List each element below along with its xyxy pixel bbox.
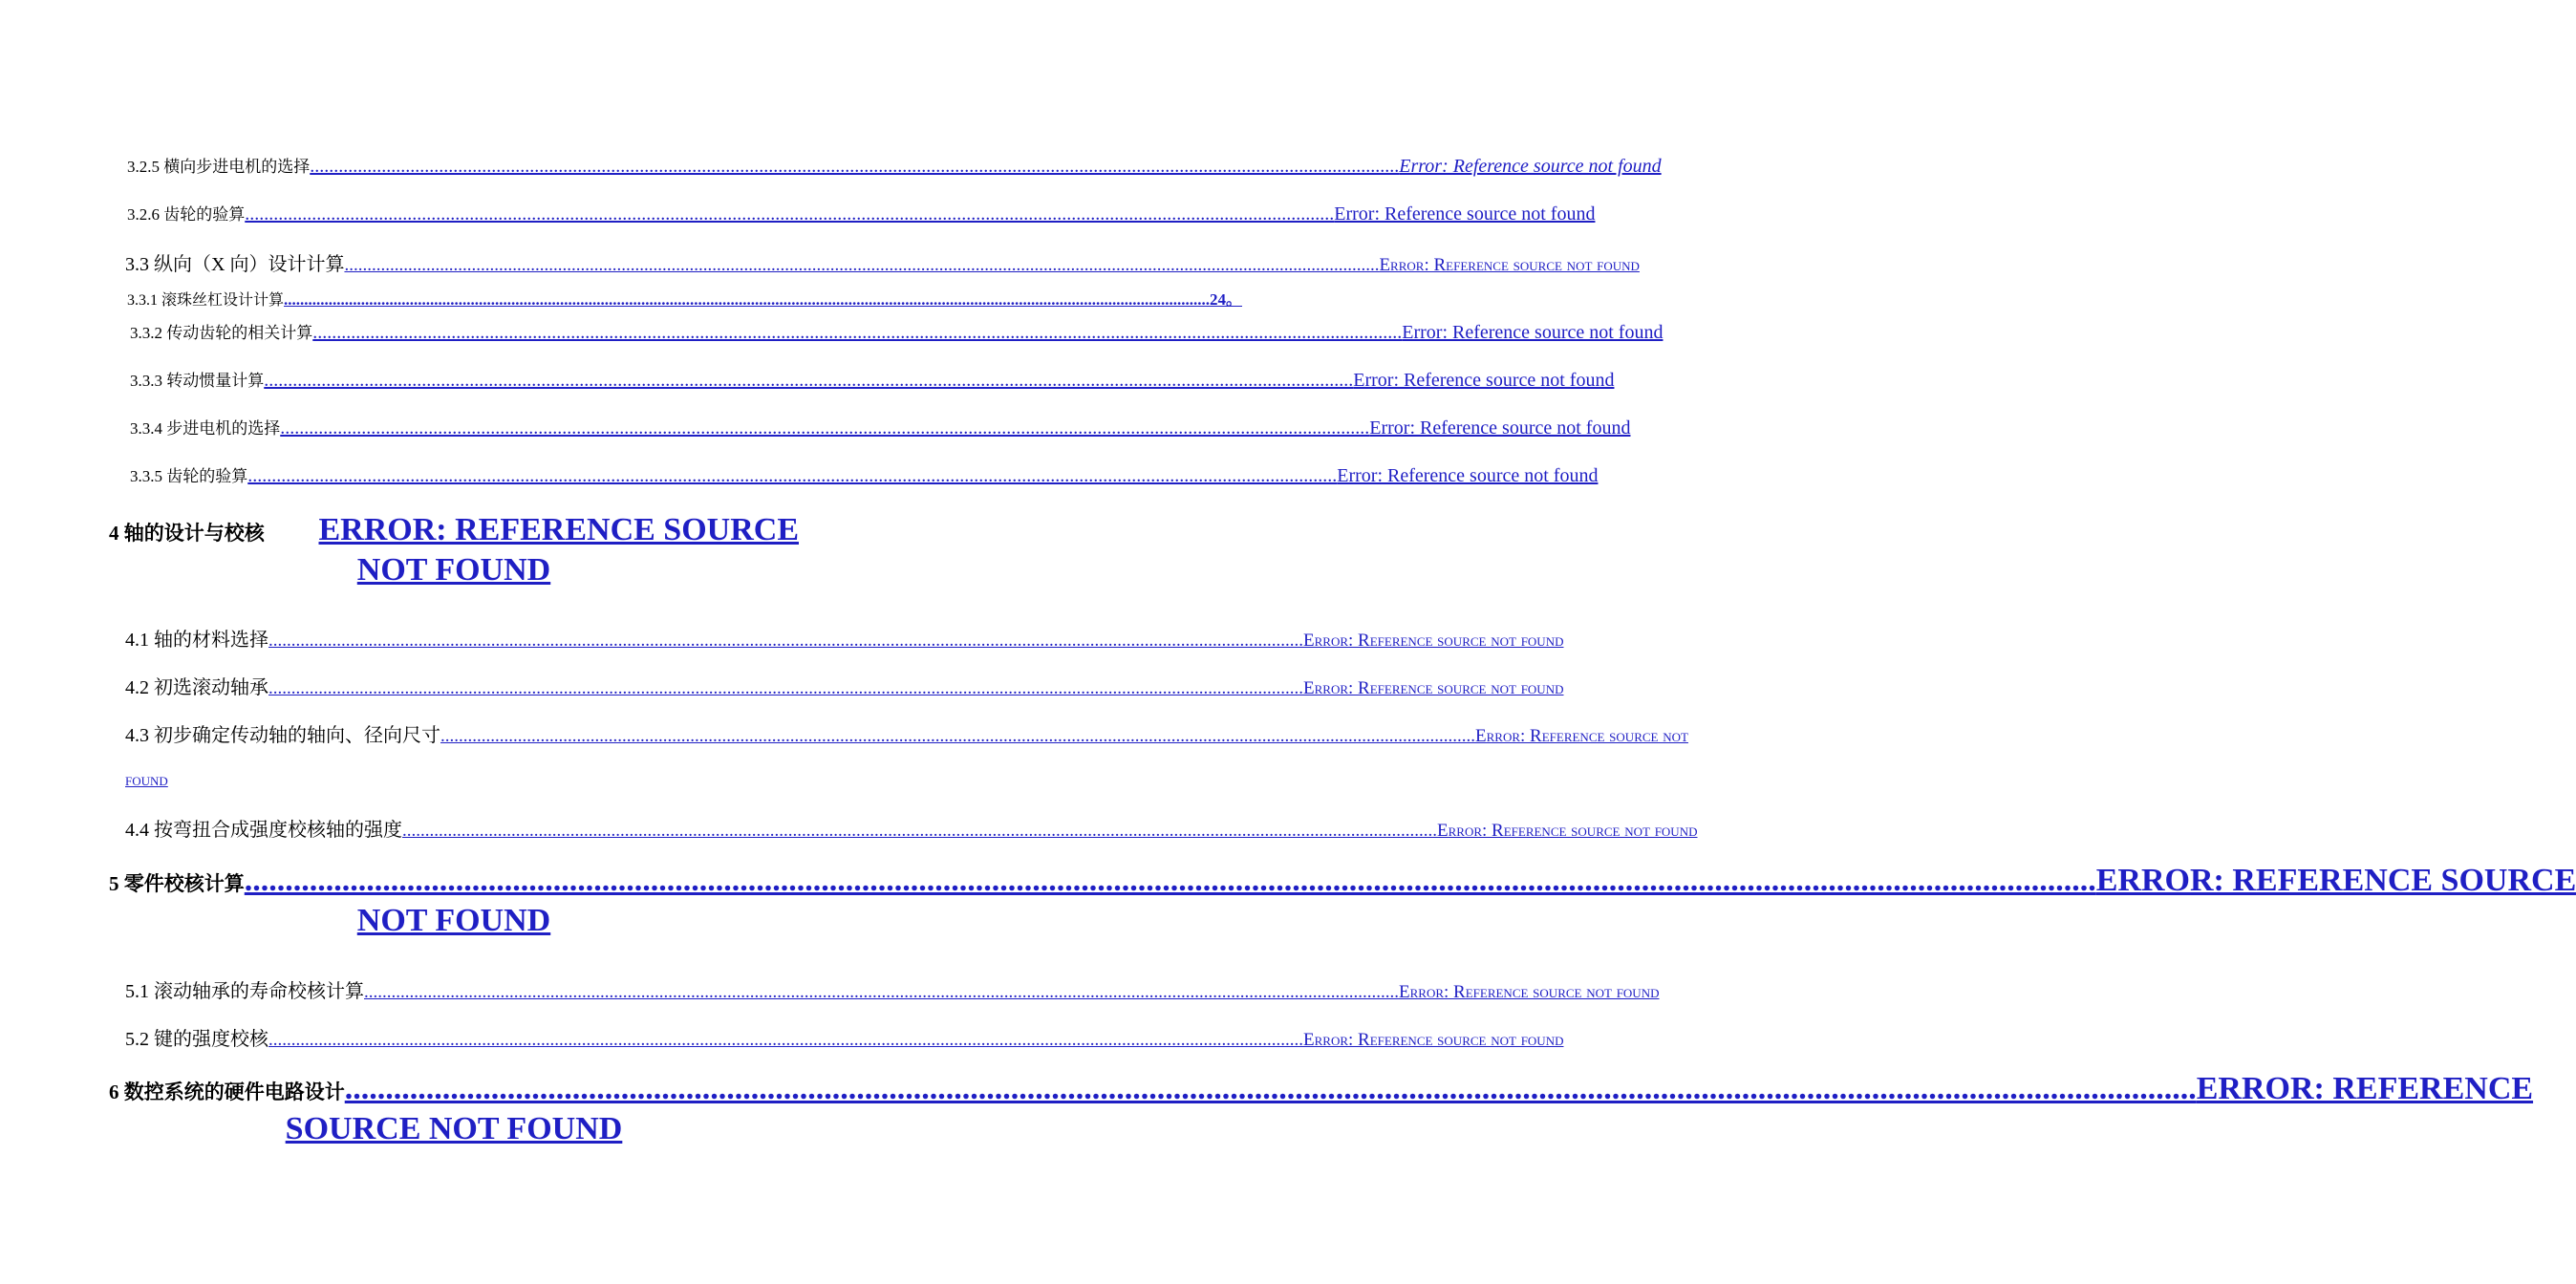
toc-entry-3-3-1 bbox=[0, 286, 1243, 310]
toc-entry-3-3-2 bbox=[0, 319, 1664, 344]
toc-entry-4-2 bbox=[0, 672, 1564, 699]
toc-link[interactable] bbox=[284, 286, 1242, 310]
page-reference: ERROR: REFERENCE SOURCE bbox=[2095, 863, 2576, 898]
toc-link[interactable] bbox=[268, 678, 1563, 699]
chapter-title: 4 轴的设计与校核 bbox=[109, 522, 265, 545]
toc-entry-3-3-5 bbox=[0, 462, 1599, 487]
dot-leader: .................................................................................................................................................................................................................................... bbox=[310, 156, 1400, 177]
page-reference: Error: Reference source not found bbox=[1353, 370, 1615, 391]
toc-entry-4-4 bbox=[0, 814, 1698, 842]
toc-label: 3.3.2 传动齿轮的相关计算 bbox=[130, 324, 313, 342]
toc-entry-3-3 bbox=[0, 248, 1640, 276]
page-reference: Error: Reference source not found bbox=[1303, 631, 1564, 651]
toc-link[interactable] bbox=[245, 203, 1595, 225]
page-reference: Error: Reference source not bbox=[1475, 726, 1688, 746]
chapter-title: 6 数控系统的硬件电路设计 bbox=[109, 1081, 345, 1103]
toc-link[interactable] bbox=[280, 417, 1630, 439]
toc-link[interactable] bbox=[268, 631, 1563, 652]
dot-leader: .................................................................................................................................................................................................................................... bbox=[402, 821, 1437, 841]
toc-label: 3.2.5 横向步进电机的选择 bbox=[127, 158, 311, 176]
page-reference[interactable]: ERROR: REFERENCE SOURCE bbox=[318, 512, 799, 547]
toc-link[interactable] bbox=[402, 821, 1697, 842]
dot-leader: .................................................................................................................................................................................................................................... bbox=[245, 203, 1335, 225]
toc-link[interactable] bbox=[247, 465, 1598, 487]
toc-label: 4.1 轴的材料选择 bbox=[125, 630, 268, 651]
page-reference: ERROR: REFERENCE bbox=[2196, 1071, 2534, 1106]
toc-entry-5-2 bbox=[0, 1023, 1564, 1051]
toc-label: 3.3.4 步进电机的选择 bbox=[130, 419, 281, 438]
dot-leader: .................................................................................................................................................................................................................................... bbox=[344, 1071, 2197, 1106]
toc-link[interactable] bbox=[245, 863, 2576, 899]
toc-link[interactable] bbox=[264, 370, 1614, 392]
toc-label: 4.2 初选滚动轴承 bbox=[125, 677, 268, 698]
toc-label: 3.3.5 齿轮的验算 bbox=[130, 467, 248, 485]
toc-link[interactable] bbox=[268, 1030, 1563, 1051]
page-reference: Error: Reference source not found bbox=[1369, 417, 1631, 439]
dot-leader: .................................................................................................................................................................................................................................... bbox=[284, 290, 1211, 309]
toc-label: 4.4 按弯扭合成强度校核轴的强度 bbox=[125, 820, 402, 841]
page-reference: Error: Reference source not found bbox=[1437, 821, 1698, 841]
dot-leader: .................................................................................................................................................................................................................................... bbox=[247, 465, 1338, 486]
toc-chapter-5 bbox=[0, 863, 2576, 939]
dot-leader: .................................................................................................................................................................................................................................... bbox=[268, 631, 1303, 651]
page-reference-continued[interactable]: SOURCE NOT FOUND bbox=[285, 1111, 623, 1146]
dot-leader: .................................................................................................................................................................................................................................... bbox=[280, 417, 1370, 439]
dot-leader: .................................................................................................................................................................................................................................... bbox=[268, 678, 1303, 698]
dot-leader: .................................................................................................................................................................................................................................... bbox=[312, 322, 1403, 343]
toc-label: 3.3 纵向（X 向）设计计算 bbox=[125, 254, 345, 275]
page-reference: Error: Reference source not found bbox=[1337, 465, 1599, 486]
toc-link[interactable] bbox=[440, 726, 1688, 747]
toc-link[interactable] bbox=[364, 982, 1659, 1003]
dot-leader: .................................................................................................................................................................................................................................... bbox=[264, 370, 1354, 391]
page-reference-continued[interactable]: found bbox=[125, 770, 168, 790]
toc-chapter-6 bbox=[0, 1071, 2534, 1147]
toc-entry-5-1 bbox=[0, 975, 1660, 1003]
toc-label: 3.2.6 齿轮的验算 bbox=[127, 205, 246, 224]
toc-link[interactable] bbox=[344, 255, 1639, 276]
dot-leader: .................................................................................................................................................................................................................................... bbox=[364, 982, 1399, 1002]
toc-link[interactable] bbox=[312, 322, 1663, 344]
toc-entry-3-3-4 bbox=[0, 415, 1631, 439]
page-reference: Error: Reference source not found bbox=[1379, 255, 1640, 275]
page-reference: Error: Reference source not found bbox=[1303, 1030, 1564, 1050]
page-reference: Error: Reference source not found bbox=[1399, 982, 1660, 1002]
toc-entry-4-1 bbox=[0, 624, 1564, 652]
toc-entry-4-3 bbox=[0, 719, 1688, 791]
page-reference: Error: Reference source not found bbox=[1402, 322, 1664, 343]
page-reference: Error: Reference source not found bbox=[1399, 156, 1662, 177]
toc-label: 5.2 键的强度校核 bbox=[125, 1029, 268, 1050]
dot-leader: .................................................................................................................................................................................................................................... bbox=[268, 1030, 1303, 1050]
page-reference-continued[interactable]: NOT FOUND bbox=[356, 552, 551, 588]
toc-entry-3-2-6 bbox=[0, 201, 1596, 225]
toc-label: 4.3 初步确定传动轴的轴向、径向尺寸 bbox=[125, 725, 440, 746]
toc-chapter-4 bbox=[0, 512, 908, 588]
dot-leader: .................................................................................................................................................................................................................................... bbox=[244, 863, 2096, 898]
toc-label: 3.3.3 转动惯量计算 bbox=[130, 372, 265, 390]
dot-leader: .................................................................................................................................................................................................................................... bbox=[344, 255, 1380, 275]
toc-link[interactable] bbox=[310, 156, 1661, 178]
toc-entry-3-3-3 bbox=[0, 367, 1615, 392]
page-reference-continued[interactable]: NOT FOUND bbox=[356, 903, 551, 938]
page-reference: Error: Reference source not found bbox=[1334, 203, 1596, 225]
toc-link[interactable] bbox=[345, 1071, 2533, 1107]
page-reference: Error: Reference source not found bbox=[1303, 678, 1564, 698]
toc-entry-3-2-5 bbox=[0, 153, 1662, 178]
chapter-title: 5 零件校核计算 bbox=[109, 872, 245, 895]
toc-label: 5.1 滚动轴承的寿命校核计算 bbox=[125, 981, 364, 1002]
page-reference: 24。 bbox=[1210, 290, 1243, 309]
dot-leader: .................................................................................................................................................................................................................................... bbox=[440, 726, 1475, 746]
toc-label: 3.3.1 滚珠丝杠设计计算 bbox=[127, 292, 285, 309]
